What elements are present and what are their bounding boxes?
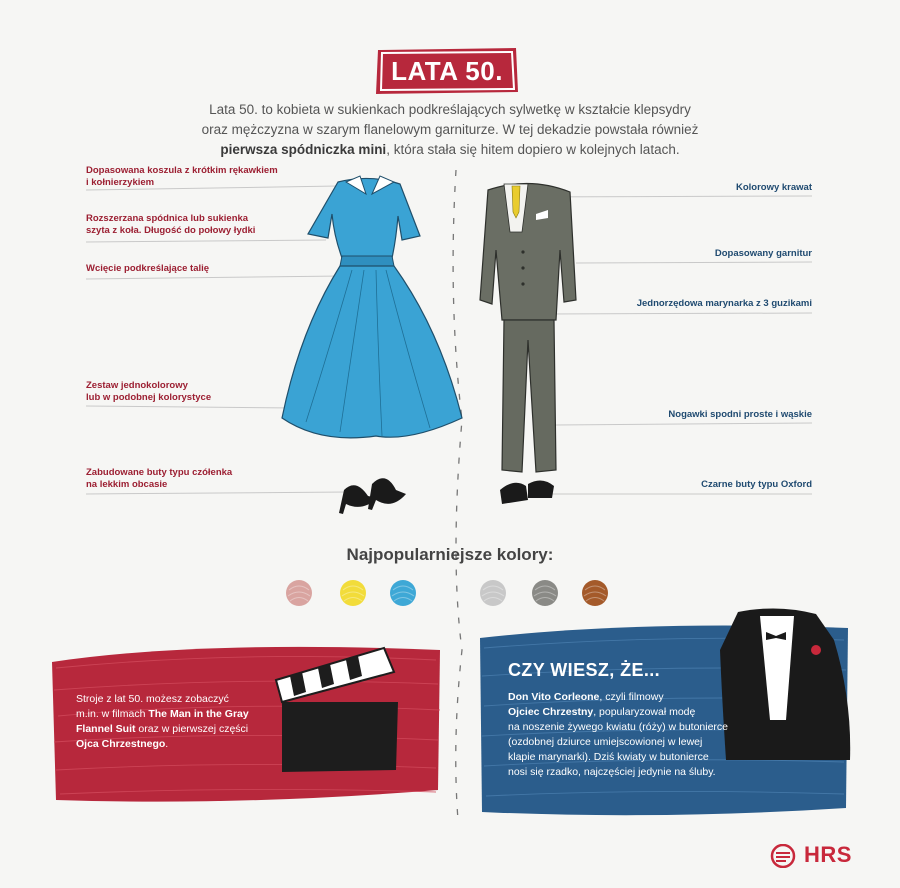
- annotation-shoes-woman: [86, 467, 232, 491]
- annotation-outfit-line-1: Zestaw jednokolorowy: [86, 380, 188, 391]
- intro-line-2: oraz mężczyzna w szarym flanelowym garniturze. W tej dekadzie powstała również: [201, 122, 699, 137]
- fact-line-4: (ozdobnej dziurce umiejscowionej w lewej: [508, 736, 703, 748]
- fact-line-6: nosi się rzadko, najczęściej jedynie na śluby.: [508, 766, 716, 778]
- fact-bold-2: Ojciec Chrzestny: [508, 706, 594, 718]
- hrs-logo: [770, 842, 870, 872]
- film-box-text: [76, 692, 266, 752]
- colors-title: Najpopularniejsze kolory:: [346, 545, 554, 564]
- dress-illustration: [282, 176, 462, 514]
- annotation-skirt-line-2: szyta z koła. Długość do połowy łydki: [86, 225, 256, 236]
- intro-bold: pierwsza spódniczka mini: [220, 142, 387, 157]
- annotation-outfit: [86, 380, 211, 404]
- annotation-skirt-line-1: Rozszerzana spódnica lub sukienka: [86, 213, 249, 224]
- film-box-line-1: Stroje z lat 50. możesz zobaczyć: [76, 693, 229, 705]
- film-title-2: Ojca Chrzestnego: [76, 738, 166, 750]
- film-title-1a: The Man in the Gray: [148, 708, 249, 720]
- page-title: LATA 50.: [391, 55, 503, 86]
- film-box-line-4: [76, 737, 266, 752]
- color-swatch-pink: [284, 578, 314, 613]
- annotation-shoes-woman-line-1: Zabudowane buty typu czółenka: [86, 467, 233, 478]
- color-swatch-brown: [580, 578, 610, 613]
- color-palette: [0, 578, 900, 608]
- suit-illustration: [480, 183, 576, 504]
- fact-line-2-text: , popularyzował modę: [593, 706, 696, 718]
- color-swatch-yellow: [338, 578, 368, 613]
- annotation-waist-line-1: Wcięcie podkreślające talię: [86, 263, 210, 274]
- annotation-jacket: Jednorzędowa marynarka z 3 guzikami: [636, 298, 812, 309]
- annotation-skirt: [86, 213, 255, 237]
- hrs-logo-text: HRS: [804, 842, 852, 867]
- annotation-blouse: [86, 165, 278, 189]
- film-title-1b: Flannel Suit: [76, 723, 136, 735]
- annotation-blouse-line-1: Dopasowana koszula z krótkim rękawkiem: [86, 165, 278, 176]
- color-swatch-light-gray: [478, 578, 508, 613]
- hrs-logo-icon: [770, 844, 798, 868]
- center-divider: [453, 170, 462, 820]
- fact-box-text: [508, 690, 738, 780]
- film-box-line-3: [76, 722, 266, 737]
- fact-line-1-text: , czyli filmowy: [599, 691, 664, 703]
- annotation-tie: Kolorowy krawat: [735, 182, 812, 193]
- fact-line-1: [508, 690, 738, 705]
- annotation-waist: [86, 263, 209, 275]
- fact-bold-1: Don Vito Corleone: [508, 691, 600, 703]
- color-swatch-blue: [388, 578, 418, 613]
- annotation-blouse-line-2: i kołnierzykiem: [86, 177, 155, 188]
- film-box-line-4-text: .: [165, 738, 169, 750]
- intro-line-1: Lata 50. to kobieta w sukienkach podkreślających sylwetkę w kształcie klepsydry: [209, 102, 691, 117]
- film-box-line-2-text: m.in. w filmach: [76, 708, 149, 720]
- intro-line-3-rest: , która stała się hitem dopiero w kolejnych latach.: [386, 142, 680, 157]
- fact-line-3: na noszenie żywego kwiatu (róży) w butonierce: [508, 721, 729, 733]
- annotation-shoes-woman-line-2: na lekkim obcasie: [86, 479, 168, 490]
- fact-box-title: CZY WIESZ, ŻE...: [508, 660, 661, 680]
- annotation-suit: Dopasowany garnitur: [714, 248, 812, 259]
- color-swatch-gray: [530, 578, 560, 613]
- annotation-outfit-line-2: lub w podobnej kolorystyce: [86, 392, 212, 403]
- film-box-line-2: [76, 707, 266, 722]
- annotation-shoes-man: Czarne buty typu Oxford: [701, 479, 812, 490]
- fact-line-2: [508, 705, 738, 720]
- annotation-trousers: Nogawki spodni proste i wąskie: [668, 409, 812, 420]
- film-box-line-3-text: oraz w pierwszej części: [135, 723, 249, 735]
- fact-line-5: klapie marynarki). Dziś kwiaty w butonierce: [508, 751, 709, 763]
